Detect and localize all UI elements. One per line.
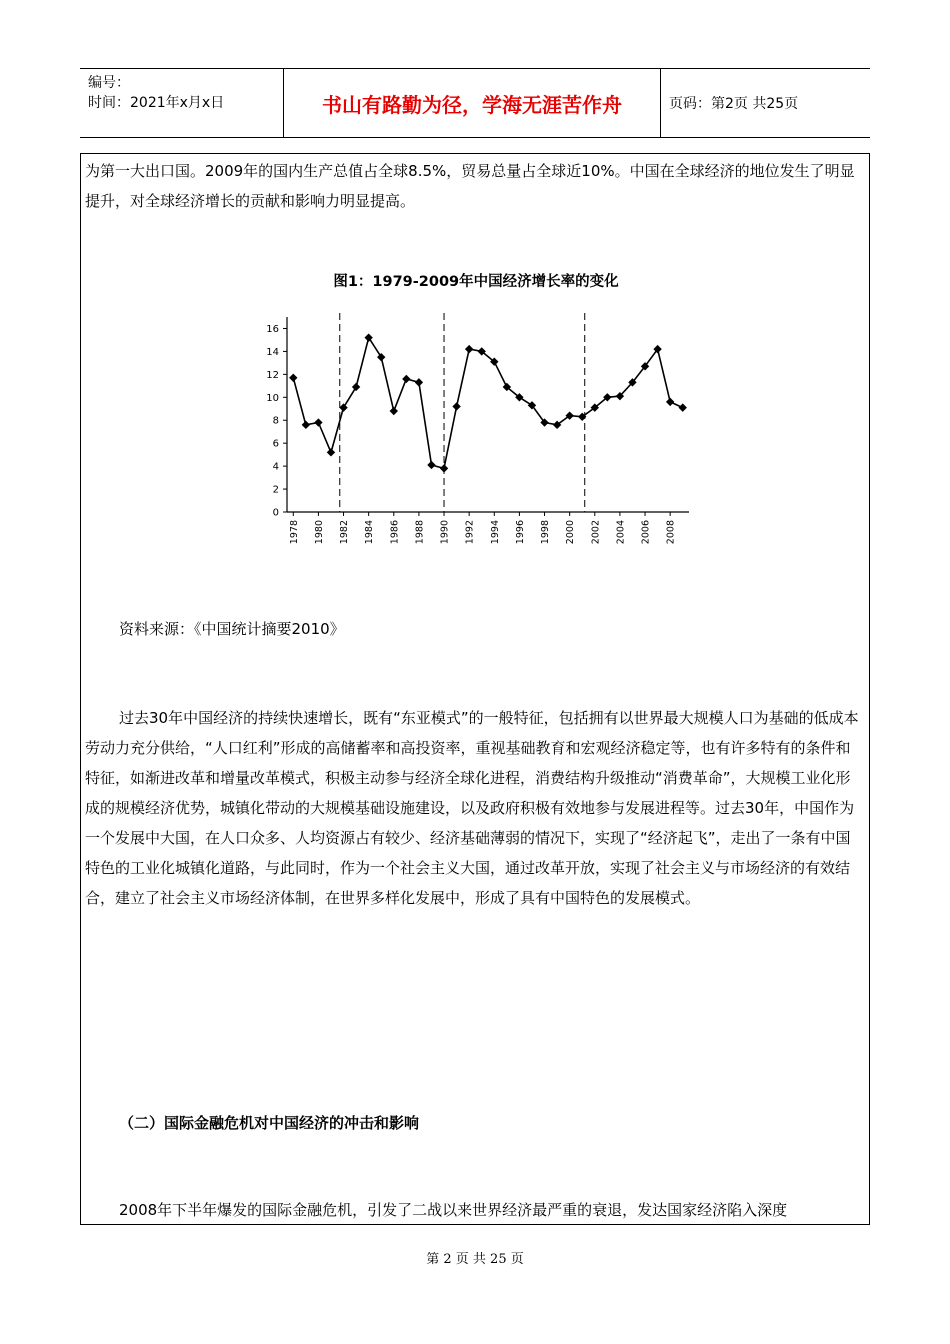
- figure-title: 图1：1979-2009年中国经济增长率的变化: [333, 274, 619, 290]
- page-footer: 第 2 页 共 25 页: [426, 1252, 524, 1267]
- page-header: [80, 68, 870, 138]
- data-point-marker: [302, 421, 310, 429]
- x-tick-label: 1988: [414, 520, 426, 545]
- data-point-marker: [465, 345, 473, 353]
- x-tick-label: 1996: [514, 520, 526, 545]
- paragraph-2: 过去30年中国经济的持续快速增长，既有“东亚模式”的一般特征，包括拥有以世界最大规模人口为基础的低成本劳动力充分供给，“人口红利”形成的高储蓄率和高投资率，重视基础教育和宏观经济稳定等，也有许多特有的条件和特征，如渐进改革和增量改革模式，积极主动参与经济全球化进程，消费结构升级推动“消费革命”，大规模工业化形成的规模经济优势，城镇化带动的大规模基础设施建设，以及政府积极有效地参与发展进程等。过去30年，中国作为一个发展中大国，在人口众多、人均资源占有较少、经济基础薄弱的情况下，实现了“经济起飞”，走出了一条有中国特色的工业化城镇化道路，与此同时，作为一个社会主义大国，通过改革开放，实现了社会主义与市场经济的有效结合，建立了社会主义市场经济体制，在世界多样化发展中，形成了具有中国特色的发展模式。: [85, 709, 859, 907]
- x-tick-label: 1984: [364, 520, 376, 545]
- growth-rate-series-line: [293, 338, 682, 469]
- x-tick-label: 1998: [540, 520, 552, 545]
- data-point-marker: [402, 375, 410, 383]
- data-point-marker: [452, 402, 460, 410]
- data-point-marker: [327, 448, 335, 456]
- y-tick-label: 8: [272, 415, 279, 427]
- y-tick-label: 6: [272, 438, 279, 450]
- time-label: 时间：2021年x月x日: [88, 95, 225, 111]
- y-tick-label: 10: [266, 392, 279, 404]
- data-point-marker: [289, 374, 297, 382]
- data-point-marker: [415, 378, 423, 386]
- y-tick-label: 4: [272, 461, 279, 473]
- data-point-marker: [314, 418, 322, 426]
- data-point-marker: [440, 464, 448, 472]
- data-point-marker: [352, 383, 360, 391]
- x-tick-label: 2002: [590, 520, 602, 545]
- data-point-marker: [679, 403, 687, 411]
- x-tick-label: 1992: [464, 520, 476, 545]
- x-tick-label: 1978: [288, 520, 300, 545]
- number-label: 编号：: [88, 75, 130, 91]
- data-point-marker: [666, 398, 674, 406]
- y-tick-label: 2: [272, 484, 279, 496]
- data-point-marker: [427, 461, 435, 469]
- paragraph-1: 为第一大出口国。2009年的国内生产总值占全球8.5%，贸易总量占全球近10%。中国在全球经济的地位发生了明显提升，对全球经济增长的贡献和影响力明显提高。: [85, 162, 855, 210]
- source-note: 资料来源：《中国统计摘要2010》: [119, 620, 345, 638]
- growth-rate-chart: [253, 309, 693, 549]
- x-tick-label: 1994: [489, 520, 501, 545]
- x-tick-label: 2006: [640, 520, 652, 545]
- y-tick-label: 16: [266, 323, 279, 335]
- y-tick-label: 12: [266, 369, 279, 381]
- data-point-marker: [390, 407, 398, 415]
- x-tick-label: 1982: [339, 520, 351, 545]
- header-page-label: 页码：第2页 共25页: [669, 96, 799, 112]
- x-tick-label: 1990: [439, 520, 451, 545]
- data-point-marker: [377, 353, 385, 361]
- x-tick-label: 1986: [389, 520, 401, 545]
- x-tick-label: 2000: [565, 520, 577, 545]
- paragraph-3: 2008年下半年爆发的国际金融危机，引发了二战以来世界经济最严重的衰退，发达国家经济陷入深度: [119, 1201, 788, 1219]
- section-heading: （二）国际金融危机对中国经济的冲击和影响: [119, 1114, 420, 1132]
- y-tick-label: 14: [266, 346, 279, 358]
- x-tick-label: 2008: [665, 520, 677, 545]
- y-tick-label: 0: [272, 507, 279, 519]
- data-point-marker: [339, 403, 347, 411]
- content-frame: [80, 153, 870, 1225]
- header-info: [80, 69, 283, 137]
- data-point-marker: [364, 333, 372, 341]
- x-tick-label: 2004: [615, 520, 627, 545]
- x-tick-label: 1980: [313, 520, 325, 545]
- header-motto: 书山有路勤为径，学海无涯苦作舟: [283, 69, 661, 137]
